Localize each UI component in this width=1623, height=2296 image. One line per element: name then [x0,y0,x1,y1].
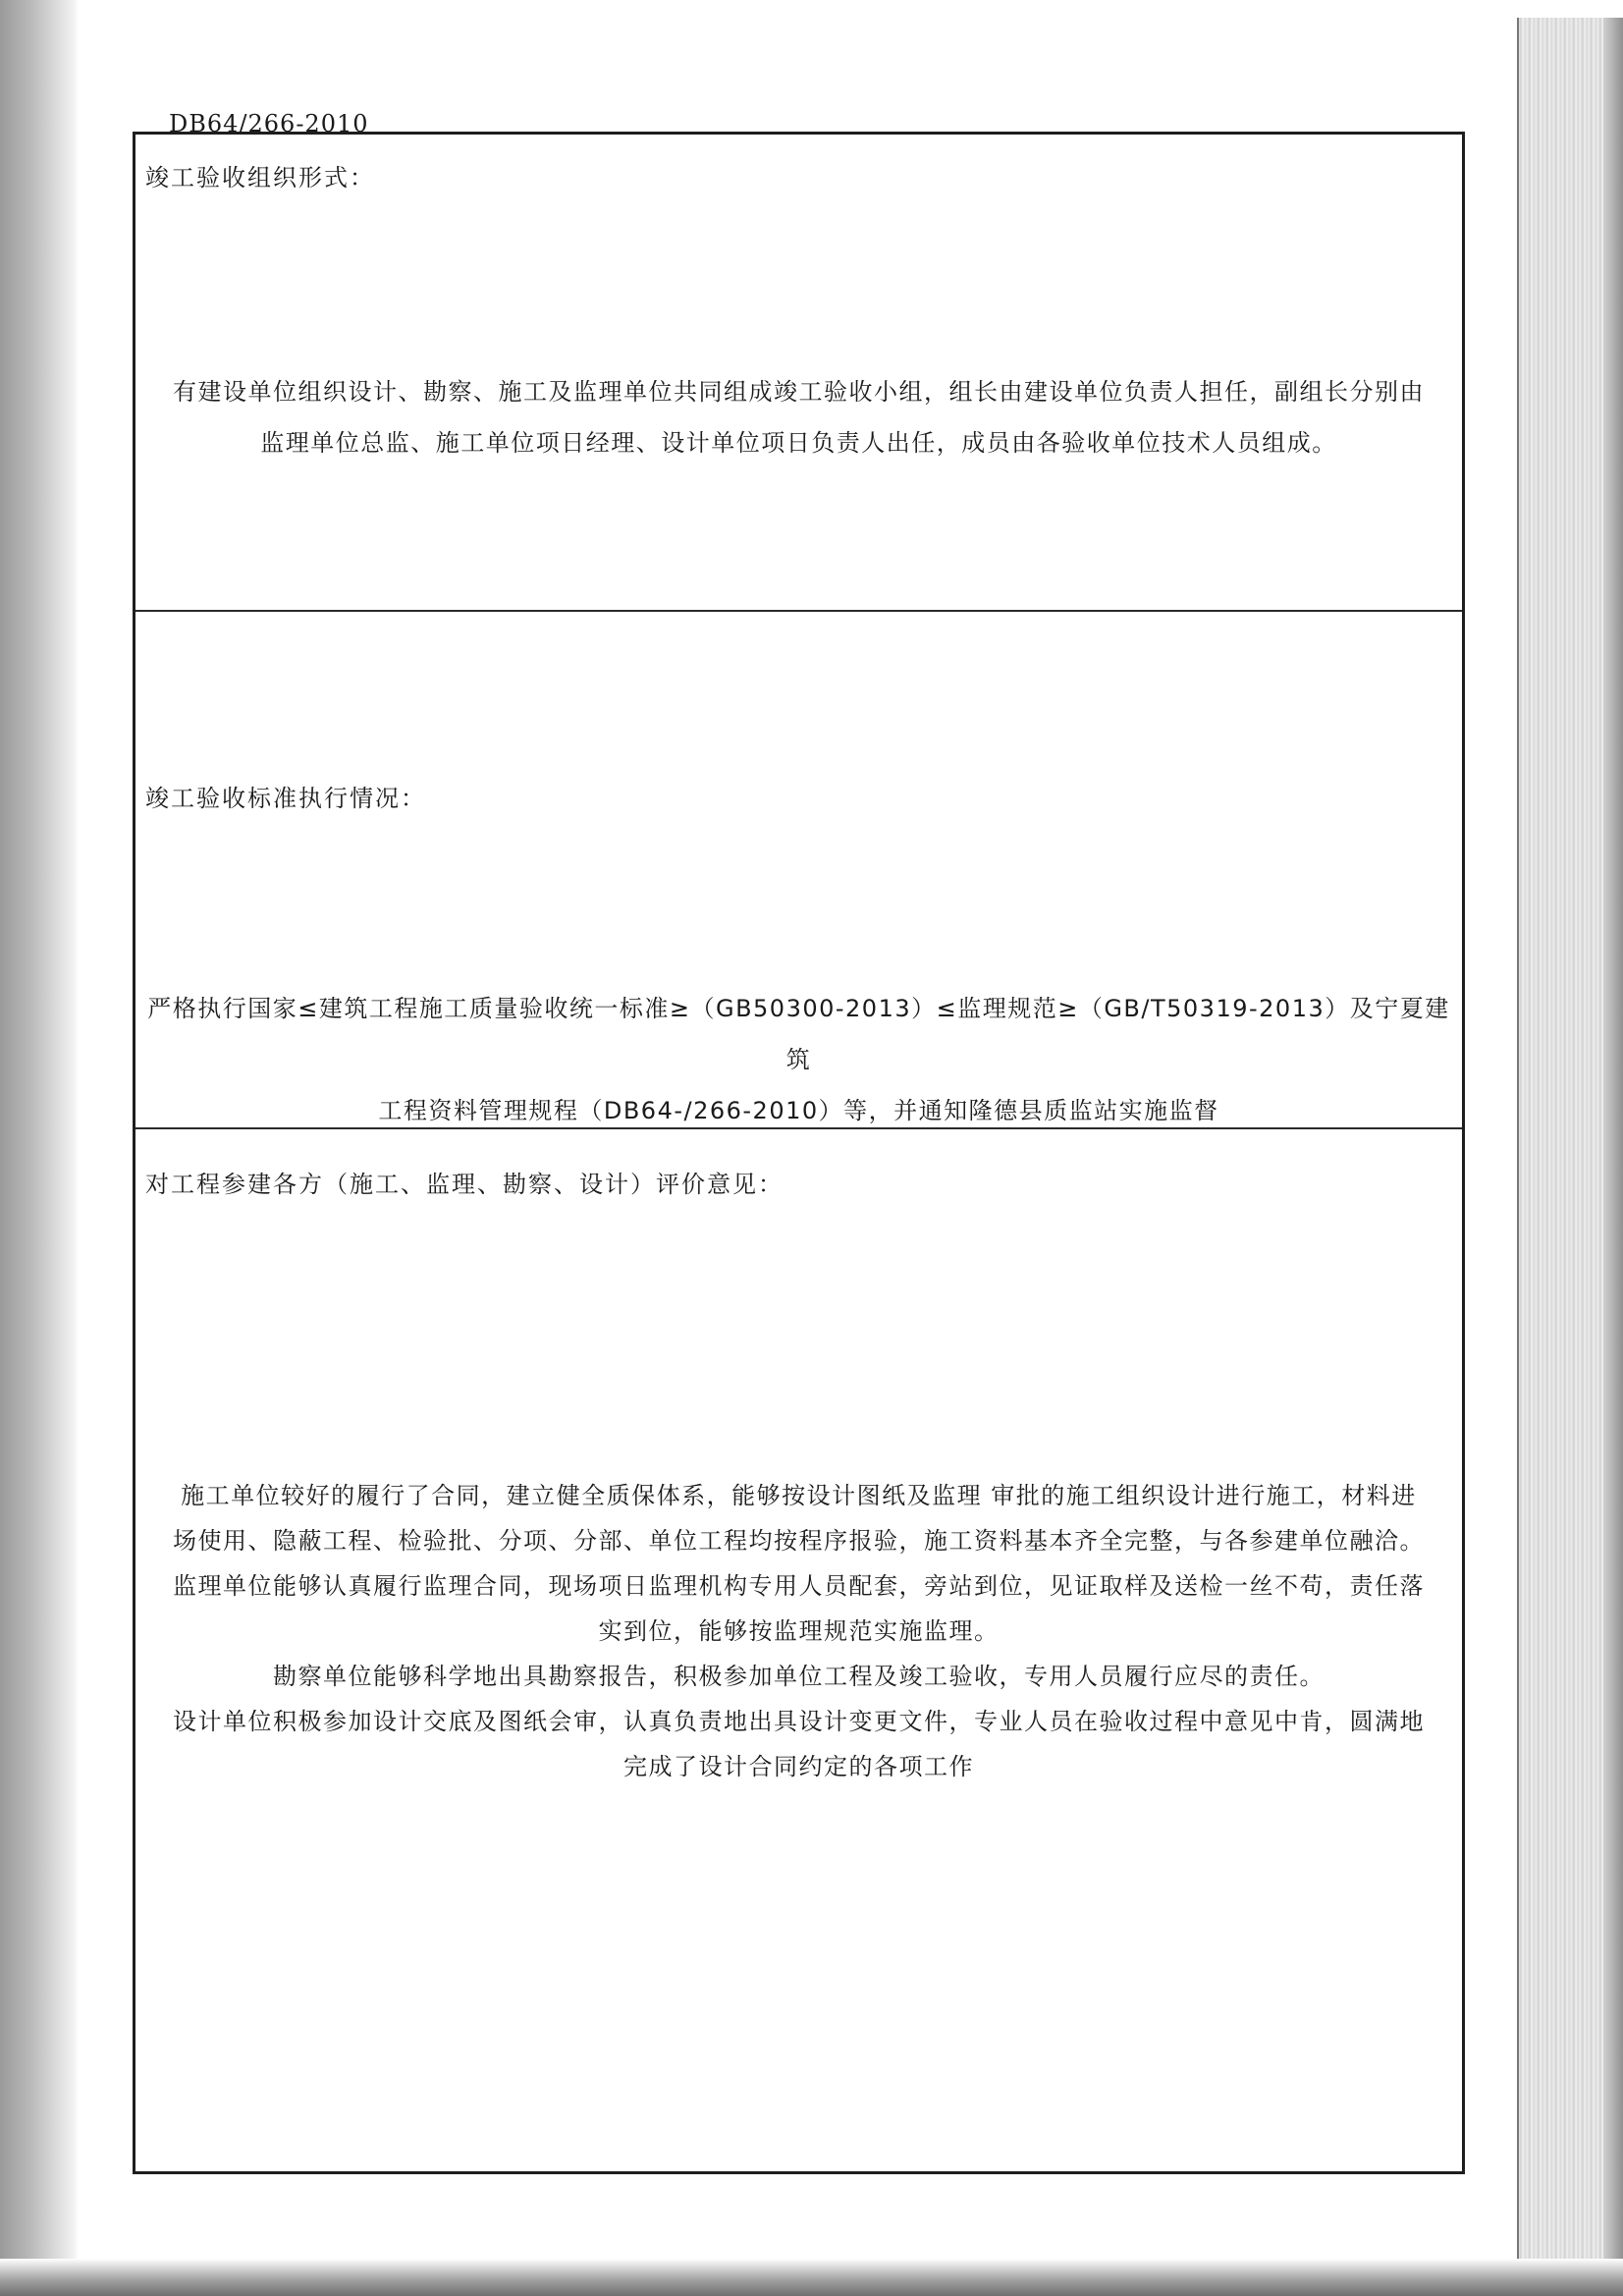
body-line: 设计单位积极参加设计交底及图纸会审，认真负责地出具设计变更文件，专业人员在验收过程中意见中肯，圆满地 [173,1708,1425,1735]
page-stack-edge [1517,18,1623,2276]
body-line: 场使用、隐蔽工程、检验批、分项、分部、单位工程均按程序报验，施工资料基本齐全完整，与各参建单位融洽。 [173,1527,1425,1555]
section-body [135,983,1462,1136]
section-body [135,366,1462,468]
document-code: DB64/266-2010 [169,110,369,137]
scan-bottom-shadow [0,2259,1623,2296]
section-body [135,1473,1462,1789]
body-line: 严格执行国家≤建筑工程施工质量验收统一标准≥（GB50300-2013）≤监理规范≥（GB/T50319-2013）及宁夏建筑 [147,995,1450,1073]
body-line: 有建设单位组织设计、勘察、施工及监理单位共同组成竣工验收小组，组长由建设单位负责人担任，副组长分别由 [173,378,1425,406]
body-line: 实到位，能够按监理规范实施监理。 [598,1617,1000,1645]
scan-binding-shadow [0,0,79,2296]
section-title: 竣工验收标准执行情况： [145,785,426,812]
section-title: 对工程参建各方（施工、监理、勘察、设计）评价意见： [145,1171,784,1198]
section-title: 竣工验收组织形式： [145,164,375,191]
body-line: 完成了设计合同约定的各项工作 [623,1753,974,1780]
body-line: 监理单位能够认真履行监理合同，现场项日监理机构专用人员配套，旁站到位，见证取样及送检一丝不苟，责任落 [173,1572,1425,1600]
body-line: 施工单位较好的履行了合同，建立健全质保体系，能够按设计图纸及监理 审批的施工组织设计进行施工，材料进 [181,1482,1417,1509]
section-party-evaluation [135,1127,1462,2171]
section-organization-form [135,135,1462,610]
acceptance-form-table [133,132,1465,2174]
body-line: 工程资料管理规程（DB64-/266-2010）等，并通知隆德县质监站实施监督 [378,1097,1219,1124]
section-standards-execution [135,610,1462,1127]
body-line: 勘察单位能够科学地出具勘察报告，积极参加单位工程及竣工验收，专用人员履行应尽的责任。 [273,1663,1325,1690]
body-line: 监理单位总监、施工单位项日经理、设计单位项日负责人出任，成员由各验收单位技术人员组成。 [260,429,1337,457]
